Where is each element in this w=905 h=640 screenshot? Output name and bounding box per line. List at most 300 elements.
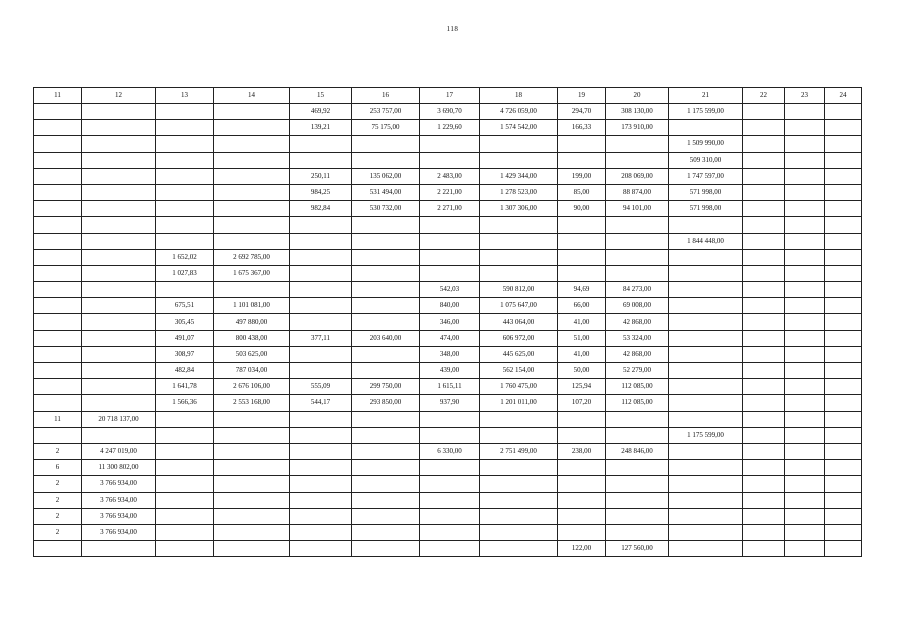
table-cell: [214, 508, 290, 524]
table-row: [34, 233, 862, 249]
table-cell: [352, 152, 420, 168]
table-cell: [785, 152, 825, 168]
table-cell: 139,21: [290, 120, 352, 136]
table-cell: [785, 443, 825, 459]
table-cell: [606, 265, 669, 281]
table-cell: [480, 460, 558, 476]
column-header: 24: [825, 88, 862, 104]
table-row: [34, 330, 862, 346]
table-row: [34, 201, 862, 217]
header-row: [34, 88, 862, 104]
table-cell: [669, 460, 743, 476]
table-cell: [743, 120, 785, 136]
table-cell: 2: [34, 508, 82, 524]
table-cell: [214, 282, 290, 298]
table-cell: 248 846,00: [606, 443, 669, 459]
table-cell: 125,94: [558, 379, 606, 395]
table-cell: [558, 152, 606, 168]
table-cell: 75 175,00: [352, 120, 420, 136]
table-cell: [352, 508, 420, 524]
table-cell: [669, 363, 743, 379]
table-cell: [558, 217, 606, 233]
table-cell: 122,00: [558, 541, 606, 557]
table-cell: 555,09: [290, 379, 352, 395]
table-cell: [558, 411, 606, 427]
table-cell: [214, 524, 290, 540]
table-cell: [825, 330, 862, 346]
table-cell: [669, 476, 743, 492]
table-cell: [785, 184, 825, 200]
table-cell: [420, 249, 480, 265]
table-cell: [743, 476, 785, 492]
table-cell: [785, 524, 825, 540]
table-cell: 1 566,36: [156, 395, 214, 411]
table-cell: [82, 265, 156, 281]
table-cell: [352, 249, 420, 265]
table-cell: 1 652,02: [156, 249, 214, 265]
table-cell: 2 692 785,00: [214, 249, 290, 265]
table-row: [34, 184, 862, 200]
table-cell: [34, 298, 82, 314]
table-cell: [352, 460, 420, 476]
table-cell: [352, 265, 420, 281]
table-cell: [420, 411, 480, 427]
table-cell: [785, 168, 825, 184]
table-cell: [480, 233, 558, 249]
table-cell: [743, 249, 785, 265]
table-cell: [352, 233, 420, 249]
table-cell: [480, 265, 558, 281]
table-cell: 166,33: [558, 120, 606, 136]
table-row: [34, 152, 862, 168]
table-cell: [34, 201, 82, 217]
table-cell: [743, 217, 785, 233]
table-cell: 2 553 168,00: [214, 395, 290, 411]
table-cell: 2: [34, 443, 82, 459]
table-cell: [156, 411, 214, 427]
table-cell: [743, 363, 785, 379]
table-cell: [290, 314, 352, 330]
table-cell: 42 868,00: [606, 346, 669, 362]
table-cell: [785, 346, 825, 362]
table-cell: [82, 346, 156, 362]
table-cell: [785, 427, 825, 443]
table-cell: [352, 443, 420, 459]
table-cell: 469,92: [290, 104, 352, 120]
table-cell: [34, 314, 82, 330]
table-cell: [214, 152, 290, 168]
table-row: [34, 265, 862, 281]
table-cell: 571 998,00: [669, 184, 743, 200]
table-cell: [669, 330, 743, 346]
table-cell: [743, 184, 785, 200]
table-cell: [156, 282, 214, 298]
table-cell: 346,00: [420, 314, 480, 330]
table-cell: [785, 379, 825, 395]
table-cell: 1 101 081,00: [214, 298, 290, 314]
table-cell: [743, 330, 785, 346]
table-cell: [743, 492, 785, 508]
table-cell: [743, 298, 785, 314]
table-cell: [785, 265, 825, 281]
table-cell: 530 732,00: [352, 201, 420, 217]
table-cell: 127 560,00: [606, 541, 669, 557]
table-cell: 1 675 367,00: [214, 265, 290, 281]
table-cell: [669, 541, 743, 557]
table-cell: [606, 217, 669, 233]
table-row: [34, 411, 862, 427]
table-cell: [743, 541, 785, 557]
table-cell: [606, 492, 669, 508]
table-cell: [290, 443, 352, 459]
table-cell: [785, 201, 825, 217]
table-cell: 1 201 011,00: [480, 395, 558, 411]
table-cell: [34, 152, 82, 168]
table-cell: 439,00: [420, 363, 480, 379]
table-cell: [825, 152, 862, 168]
table-cell: [352, 476, 420, 492]
table-cell: [785, 217, 825, 233]
table-cell: [785, 363, 825, 379]
table-cell: [82, 104, 156, 120]
table-cell: [290, 492, 352, 508]
table-row: [34, 249, 862, 265]
table-cell: [480, 217, 558, 233]
table-cell: [606, 508, 669, 524]
table-cell: [34, 168, 82, 184]
table-cell: 50,00: [558, 363, 606, 379]
table-cell: [785, 233, 825, 249]
table-cell: [825, 395, 862, 411]
table-cell: 20 718 137,00: [82, 411, 156, 427]
table-cell: 1 747 597,00: [669, 168, 743, 184]
page-number: 118: [446, 25, 459, 33]
table-cell: 984,25: [290, 184, 352, 200]
table-cell: 3 690,70: [420, 104, 480, 120]
table-row: [34, 395, 862, 411]
table-cell: 66,00: [558, 298, 606, 314]
table-cell: [352, 524, 420, 540]
table-cell: 11 300 802,00: [82, 460, 156, 476]
table-cell: [290, 411, 352, 427]
table-cell: 305,45: [156, 314, 214, 330]
table-cell: [156, 184, 214, 200]
table-cell: 4 726 059,00: [480, 104, 558, 120]
table-cell: [290, 460, 352, 476]
table-cell: 293 850,00: [352, 395, 420, 411]
table-cell: 2: [34, 524, 82, 540]
table-cell: [352, 314, 420, 330]
table-cell: [34, 233, 82, 249]
table-cell: [290, 346, 352, 362]
table-cell: [825, 524, 862, 540]
table-cell: [825, 298, 862, 314]
column-header: 17: [420, 88, 480, 104]
table-cell: [558, 460, 606, 476]
table-cell: 531 494,00: [352, 184, 420, 200]
table-cell: [290, 298, 352, 314]
column-header: 14: [214, 88, 290, 104]
table-cell: [34, 427, 82, 443]
table-cell: [743, 427, 785, 443]
table-cell: 250,11: [290, 168, 352, 184]
table-cell: 112 085,00: [606, 395, 669, 411]
table-cell: [156, 427, 214, 443]
table-cell: 94 101,00: [606, 201, 669, 217]
table-cell: [785, 330, 825, 346]
column-header: 15: [290, 88, 352, 104]
table-cell: [825, 249, 862, 265]
table-cell: 3 766 934,00: [82, 524, 156, 540]
table-cell: 800 438,00: [214, 330, 290, 346]
column-header: 11: [34, 88, 82, 104]
table-cell: 41,00: [558, 314, 606, 330]
table-cell: [214, 541, 290, 557]
table-cell: 88 874,00: [606, 184, 669, 200]
table-cell: [290, 233, 352, 249]
table-cell: 94,69: [558, 282, 606, 298]
table-cell: [34, 217, 82, 233]
table-cell: [34, 346, 82, 362]
table-cell: [825, 168, 862, 184]
table-cell: [480, 249, 558, 265]
table-row: [34, 379, 862, 395]
table-cell: 2 483,00: [420, 168, 480, 184]
table-cell: [82, 168, 156, 184]
table-cell: [480, 541, 558, 557]
table-cell: 135 062,00: [352, 168, 420, 184]
table-row: [34, 524, 862, 540]
table-cell: [214, 427, 290, 443]
table-cell: [352, 217, 420, 233]
table-cell: 2: [34, 476, 82, 492]
table-cell: 3 766 934,00: [82, 492, 156, 508]
table-cell: 2 271,00: [420, 201, 480, 217]
table-cell: [214, 476, 290, 492]
table-cell: [558, 524, 606, 540]
table-cell: 112 085,00: [606, 379, 669, 395]
table-cell: [82, 282, 156, 298]
table-cell: 52 279,00: [606, 363, 669, 379]
table-cell: [825, 201, 862, 217]
table-cell: [825, 233, 862, 249]
table-cell: [606, 136, 669, 152]
table-cell: [785, 120, 825, 136]
table-cell: 42 868,00: [606, 314, 669, 330]
table-cell: [156, 136, 214, 152]
table-cell: 51,00: [558, 330, 606, 346]
table-cell: [558, 508, 606, 524]
table-cell: 208 069,00: [606, 168, 669, 184]
table-cell: [669, 217, 743, 233]
table-cell: [290, 541, 352, 557]
column-header: 19: [558, 88, 606, 104]
table-cell: 590 812,00: [480, 282, 558, 298]
table-cell: [82, 298, 156, 314]
table-cell: [606, 476, 669, 492]
table-cell: [825, 541, 862, 557]
table-cell: [156, 168, 214, 184]
column-header: 12: [82, 88, 156, 104]
table-cell: [669, 395, 743, 411]
table-cell: [420, 508, 480, 524]
table-cell: [156, 217, 214, 233]
table-cell: [214, 411, 290, 427]
table-cell: [825, 363, 862, 379]
table-row: [34, 168, 862, 184]
table-cell: 675,51: [156, 298, 214, 314]
table-cell: [420, 136, 480, 152]
table-cell: [669, 120, 743, 136]
table-cell: [558, 492, 606, 508]
table-cell: [156, 492, 214, 508]
table-cell: [156, 541, 214, 557]
table-cell: [606, 427, 669, 443]
table-cell: [785, 395, 825, 411]
table-cell: [785, 249, 825, 265]
table-cell: [669, 492, 743, 508]
table-cell: 1 429 344,00: [480, 168, 558, 184]
table-cell: 544,17: [290, 395, 352, 411]
table-cell: [290, 249, 352, 265]
table-cell: [558, 427, 606, 443]
table-cell: [34, 282, 82, 298]
table-cell: [34, 379, 82, 395]
table-cell: [743, 104, 785, 120]
table-cell: [743, 152, 785, 168]
table-cell: 474,00: [420, 330, 480, 346]
table-cell: 562 154,00: [480, 363, 558, 379]
table-cell: [290, 524, 352, 540]
table-cell: [82, 330, 156, 346]
table-cell: [290, 476, 352, 492]
table-cell: [669, 298, 743, 314]
table-cell: [743, 201, 785, 217]
table-cell: 2 676 106,00: [214, 379, 290, 395]
table-cell: 294,70: [558, 104, 606, 120]
table-cell: [606, 249, 669, 265]
table-row: [34, 508, 862, 524]
table-cell: [82, 233, 156, 249]
table-cell: [480, 508, 558, 524]
column-header: 23: [785, 88, 825, 104]
table-cell: [290, 508, 352, 524]
table-row: [34, 314, 862, 330]
table-cell: [669, 249, 743, 265]
table-cell: [214, 184, 290, 200]
table-cell: [558, 136, 606, 152]
table-row: [34, 282, 862, 298]
table-cell: [606, 524, 669, 540]
table-cell: [785, 282, 825, 298]
table-cell: [420, 217, 480, 233]
table-cell: [825, 508, 862, 524]
table-cell: [34, 184, 82, 200]
table-cell: 69 008,00: [606, 298, 669, 314]
table-cell: 203 640,00: [352, 330, 420, 346]
table-cell: [785, 104, 825, 120]
table-cell: [352, 298, 420, 314]
table-cell: 503 625,00: [214, 346, 290, 362]
table-cell: 606 972,00: [480, 330, 558, 346]
table-cell: 6: [34, 460, 82, 476]
table-cell: [480, 492, 558, 508]
table-cell: 509 310,00: [669, 152, 743, 168]
table-cell: [82, 363, 156, 379]
column-header: 20: [606, 88, 669, 104]
table-cell: [34, 265, 82, 281]
table-cell: 53 324,00: [606, 330, 669, 346]
table-cell: [352, 411, 420, 427]
table-cell: 1 307 306,00: [480, 201, 558, 217]
table-cell: [290, 152, 352, 168]
table-cell: [825, 427, 862, 443]
table-cell: 2 221,00: [420, 184, 480, 200]
table-cell: [420, 233, 480, 249]
table-cell: [825, 282, 862, 298]
table-cell: 1 027,83: [156, 265, 214, 281]
table-cell: [558, 476, 606, 492]
table-cell: 377,11: [290, 330, 352, 346]
column-header: 13: [156, 88, 214, 104]
table-cell: [825, 120, 862, 136]
table-cell: 41,00: [558, 346, 606, 362]
table-cell: 3 766 934,00: [82, 508, 156, 524]
table-cell: 1 229,60: [420, 120, 480, 136]
table-cell: [214, 460, 290, 476]
table-cell: [785, 411, 825, 427]
table-cell: 482,84: [156, 363, 214, 379]
table-cell: [420, 524, 480, 540]
table-cell: [156, 476, 214, 492]
table-cell: [606, 411, 669, 427]
table-cell: 1 175 599,00: [669, 427, 743, 443]
table-cell: [420, 427, 480, 443]
table-cell: [290, 217, 352, 233]
table-row: [34, 492, 862, 508]
table-row: [34, 136, 862, 152]
table-cell: 1 615,11: [420, 379, 480, 395]
table-cell: [606, 460, 669, 476]
table-cell: [156, 201, 214, 217]
table-cell: 1 075 647,00: [480, 298, 558, 314]
table-cell: [743, 265, 785, 281]
table-cell: 542,03: [420, 282, 480, 298]
table-cell: [34, 363, 82, 379]
table-cell: [480, 427, 558, 443]
table-cell: [743, 524, 785, 540]
table-cell: [825, 492, 862, 508]
table-cell: 348,00: [420, 346, 480, 362]
table-row: [34, 460, 862, 476]
table-cell: 445 625,00: [480, 346, 558, 362]
table-cell: [156, 508, 214, 524]
table-cell: [743, 314, 785, 330]
table-cell: 937,90: [420, 395, 480, 411]
table-cell: [214, 492, 290, 508]
table-cell: [480, 411, 558, 427]
table-row: [34, 346, 862, 362]
table-cell: [785, 476, 825, 492]
table-cell: [34, 395, 82, 411]
table-cell: [352, 541, 420, 557]
table-cell: [420, 152, 480, 168]
table-cell: [352, 492, 420, 508]
column-header: 22: [743, 88, 785, 104]
table-cell: [785, 541, 825, 557]
table-cell: [420, 476, 480, 492]
table-row: [34, 363, 862, 379]
